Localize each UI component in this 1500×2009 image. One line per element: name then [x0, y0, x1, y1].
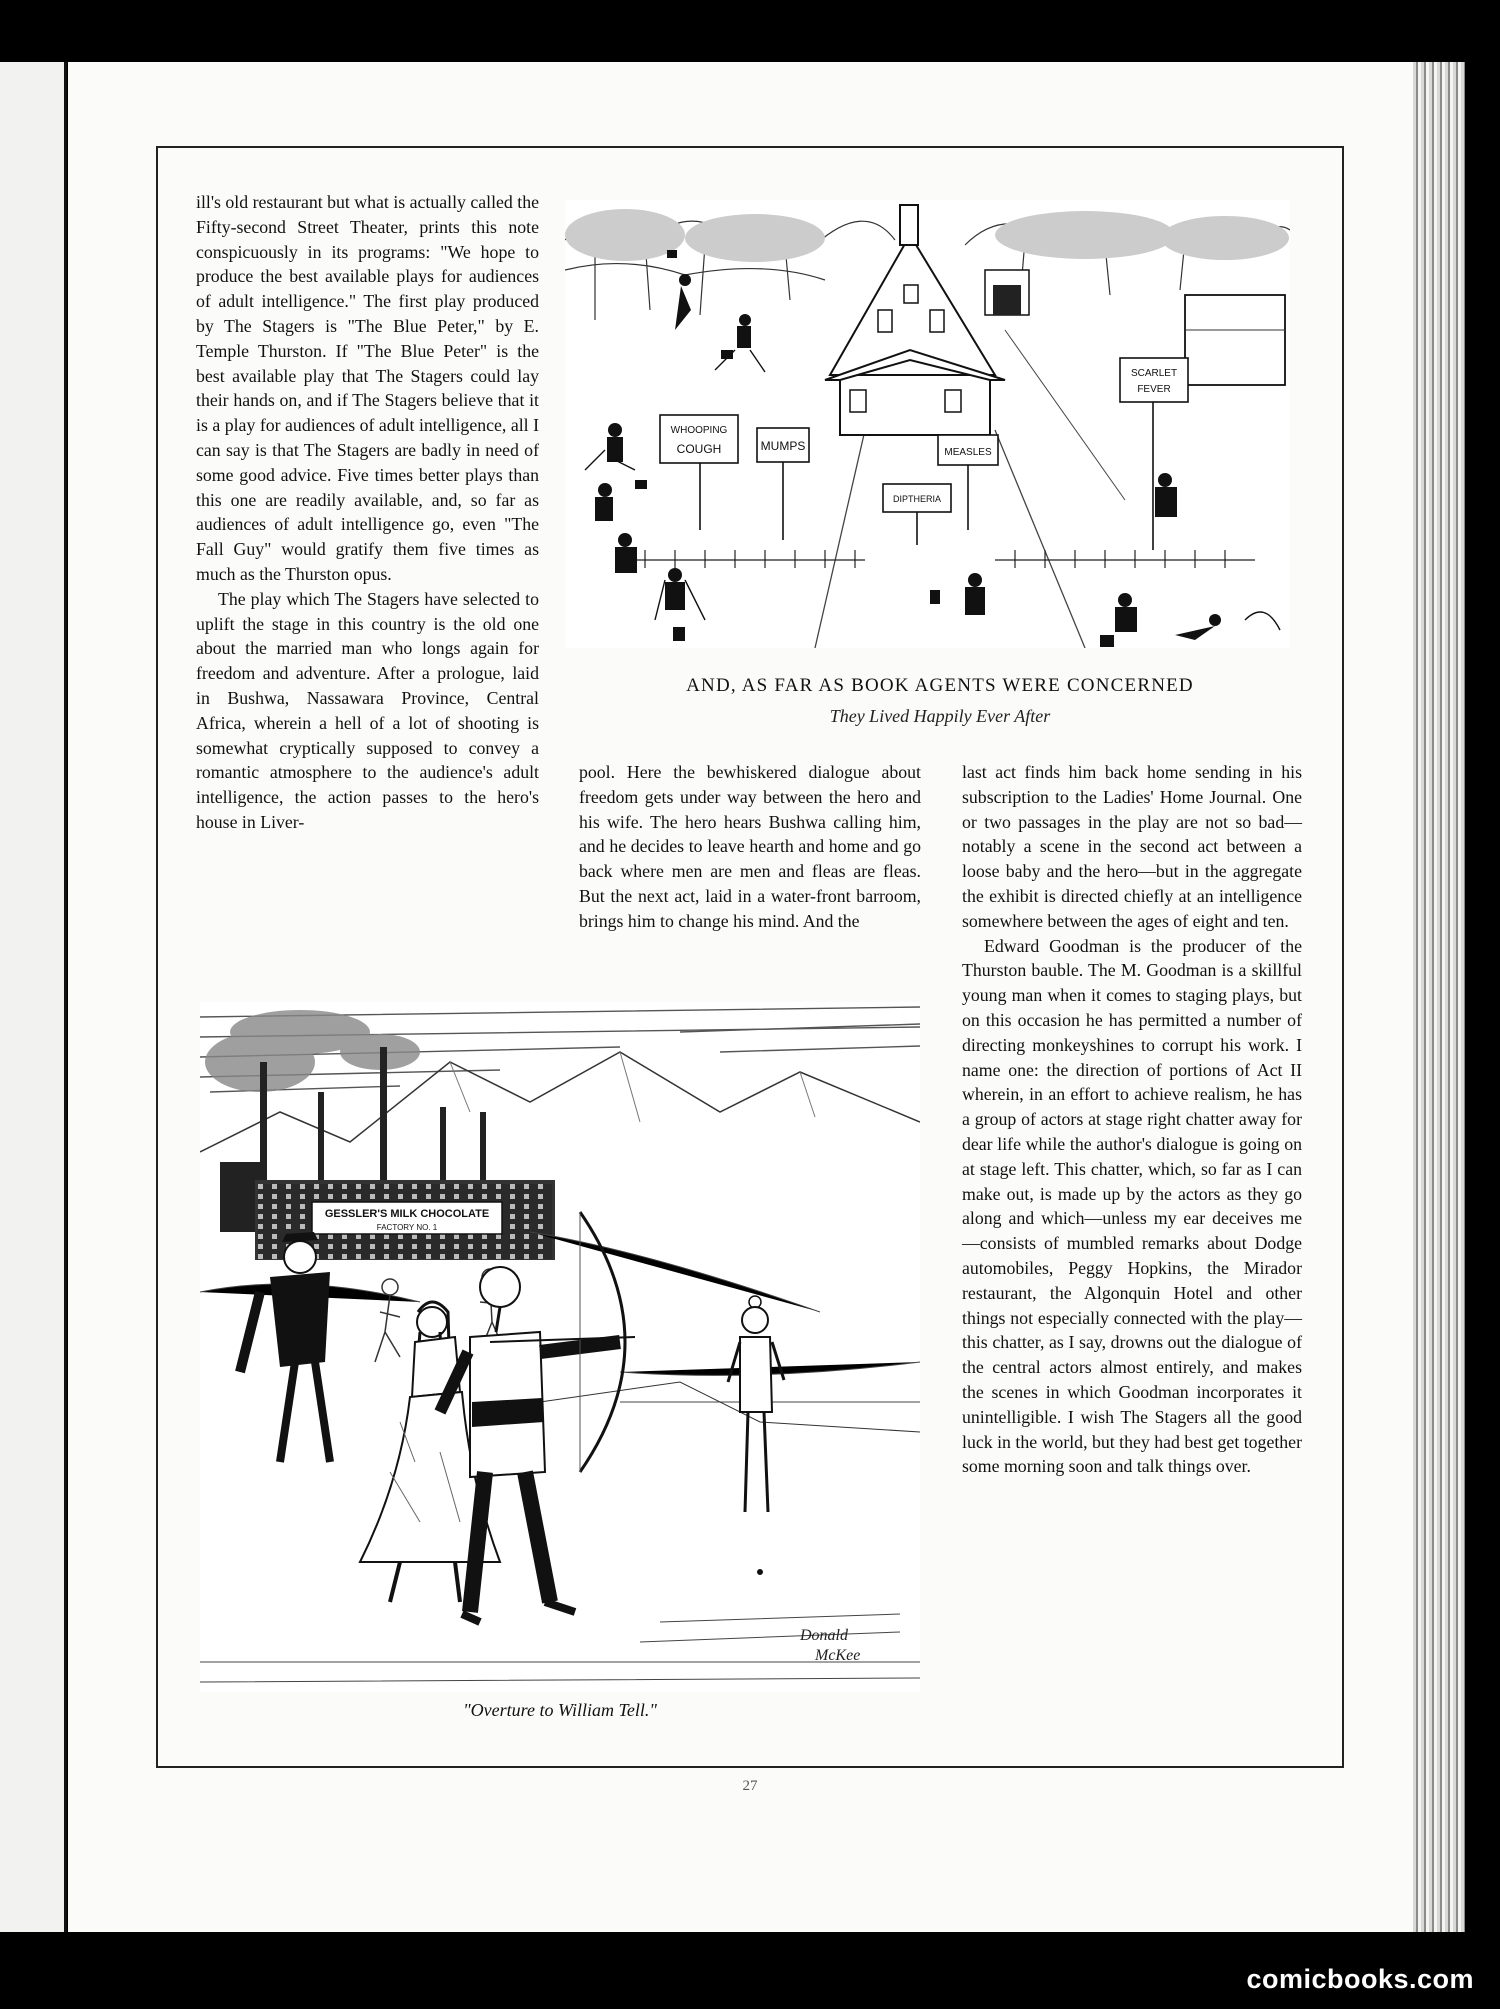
- facing-page-edge: [0, 62, 67, 1932]
- article-column-3: [962, 760, 1302, 1479]
- sign-mumps-text: MUMPS: [760, 439, 806, 453]
- sign-whooping-text: WHOOPING: [670, 425, 728, 436]
- sign-fever-text: FEVER: [1137, 384, 1171, 395]
- column-1-paragraph-1: ill's old restaurant but what is actually called the Fifty-second Street Theater, prints this note conspicuously in its programs: "We hope to produce the best available plays for audiences of adult intelligence." The first play produced by The Stagers is "The Blue Peter," by E. Temple Thurston. If "The Blue Peter" is the best available play that The Stagers could lay their hands on, and if The Stagers believe that it is a play for audiences of adult intelligence, all I can say is that The Stagers are badly in need of some good advice. Five times better plays than this one are readily available, and, so far as audiences of adult intelligence go, even "The Fall Guy" would gratify them five times as much as the Thurston opus.: [196, 192, 539, 584]
- sign-cough-text: COUGH: [676, 442, 722, 456]
- sign-measles-text: MEASLES: [944, 447, 992, 458]
- page-number: 27: [742, 1778, 758, 1794]
- factory-sign-subtext: FACTORY NO. 1: [376, 1223, 438, 1232]
- cartoon-william-tell: [200, 1002, 920, 1692]
- column-2-paragraph-1: pool. Here the bewhiskered dialogue about freedom gets under way between the hero and his wife. The hero hears Bushwa calling him, and he decides to leave hearth and home and go back where men are men and fleas are fleas. But the next act, laid in a water-front barroom, brings him to change his mind. And the: [579, 762, 921, 931]
- column-1-paragraph-2: The play which The Stagers have selected to uplift the stage in this country is the old one about the married man who longs again for freedom and adventure. After a prologue, laid in Bushwa, Nassawara Province, Central Africa, wherein a hell of a lot of shooting is somewhat cryptically supposed to convey a romantic atmosphere to the audience's adult intelligence, the action passes to the hero's house in Liver-: [196, 588, 539, 832]
- article-column-2: [579, 760, 921, 934]
- factory-sign-text: GESSLER'S MILK CHOCOLATE: [324, 1208, 490, 1220]
- sign-scarlet-text: SCARLET: [1130, 368, 1178, 379]
- artist-signature-line-1: Donald: [800, 1627, 848, 1644]
- cartoon-book-agents: [565, 200, 1290, 648]
- cartoon-1-caption: AND, AS FAR AS BOOK AGENTS WERE CONCERNED: [686, 675, 1194, 696]
- page-stack-edges: [1413, 62, 1465, 1932]
- sign-diptheria-text: DIPTHERIA: [892, 494, 942, 504]
- watermark-text: comicbooks.com: [1246, 1964, 1474, 1994]
- cartoon-1-subcaption: They Lived Happily Ever After: [829, 706, 1051, 726]
- column-3-paragraph-2: Edward Goodman is the producer of the Thurston bauble. The M. Goodman is a skillful young man when it comes to staging plays, but on this occasion he has permitted a number of directing monkeyshines to corrupt his work. I name one: the direction of portions of Act II wherein, in an effort to achieve realism, he has a group of actors at stage right chatter away for dear life while the author's dialogue is going on at stage left. This chatter, which, so far as I can make out, is made up by the actors as they go along and which—unless my ear deceives me—consists of mumbled remarks about Dodge automobiles, Peggy Hopkins, the Mirador restaurant, the Algonquin Hotel and other things not especially connected with the play—this chatter, as I say, drowns out the dialogue of the central actors almost entirely, and makes the scenes in which Goodman incorporates it unintelligible. I wish The Stagers all the good luck in the world, but they had best get together some morning soon and talk things over.: [962, 935, 1302, 1477]
- artist-signature-line-2: McKee: [815, 1647, 861, 1664]
- column-3-paragraph-1: last act finds him back home sending in his subscription to the Ladies' Home Journal. One or two passages in the play are not so bad—notably a scene in the second act between a loose baby and the hero—but in the aggregate the exhibit is directed chiefly at an intelligence somewhere between the ages of eight and ten.: [962, 762, 1302, 931]
- cartoon-2-caption: "Overture to William Tell.": [463, 1700, 657, 1720]
- article-column-1: [196, 190, 539, 835]
